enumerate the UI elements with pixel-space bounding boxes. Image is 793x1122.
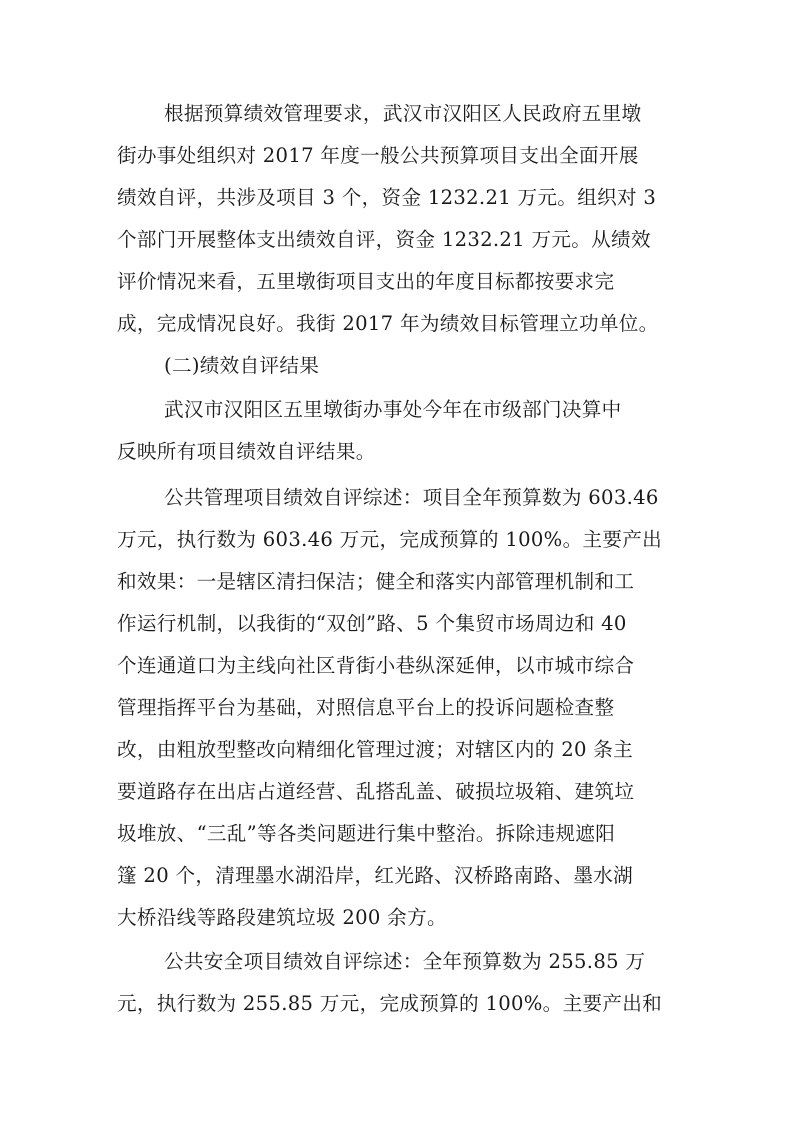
paragraph-public-management-line-4: 作运行机制，以我街的“双创”路、5 个集贸市场周边和 40 [117,612,627,635]
paragraph-public-management-line-10: 篷 20 个，清理墨水湖沿岸，红光路、汉桥路南路、墨水湖 [117,864,634,887]
paragraph-public-management-line-8: 要道路存在出店占道经营、乱搭乱盖、破损垃圾箱、建筑垃 [117,780,635,803]
paragraph-budget-intro-line-1: 根据预算绩效管理要求，武汉市汉阳区人民政府五里墩 [164,102,642,125]
paragraph-public-management-line-2: 万元，执行数为 603.46 万元，完成预算的 100%。主要产出 [117,528,663,551]
paragraph-public-safety-line-1: 公共安全项目绩效自评综述：全年预算数为 255.85 万 [164,950,646,973]
paragraph-results-line-1: 武汉市汉阳区五里墩街办事处今年在市级部门决算中 [164,398,622,421]
paragraph-public-management-line-5: 个连通道口为主线向社区背街小巷纵深延伸，以市城市综合 [117,654,635,677]
paragraph-results-line-2: 反映所有项目绩效自评结果。 [117,440,376,463]
paragraph-budget-intro-line-4: 个部门开展整体支出绩效自评，资金 1232.21 万元。从绩效 [117,228,651,251]
paragraph-public-safety-line-2: 元，执行数为 255.85 万元，完成预算的 100%。主要产出和 [117,992,663,1015]
paragraph-budget-intro-line-5: 评价情况来看，五里墩街项目支出的年度目标都按要求完 [117,270,615,293]
paragraph-public-management-line-9: 圾堆放、“三乱”等各类问题进行集中整治。拆除违规遮阳 [117,822,616,845]
paragraph-budget-intro-line-6: 成，完成情况良好。我街 2017 年为绩效目标管理立功单位。 [117,312,659,335]
paragraph-public-management-line-6: 管理指挥平台为基础，对照信息平台上的投诉问题检查整 [117,696,615,719]
paragraph-public-management-line-11: 大桥沿线等路段建筑垃圾 200 余方。 [117,906,447,929]
paragraph-public-management-line-3: 和效果：一是辖区清扫保洁；健全和落实内部管理机制和工 [117,570,635,593]
paragraph-budget-intro-line-2: 街办事处组织对 2017 年度一般公共预算项目支出全面开展 [117,144,639,167]
section-heading-self-evaluation-results: (二)绩效自评结果 [164,354,320,377]
paragraph-budget-intro-line-3: 绩效自评，共涉及项目 3 个，资金 1232.21 万元。组织对 3 [117,186,657,209]
paragraph-public-management-line-7: 改，由粗放型整改向精细化管理过渡；对辖区内的 20 条主 [117,738,634,761]
paragraph-public-management-line-1: 公共管理项目绩效自评综述：项目全年预算数为 603.46 [164,486,659,509]
